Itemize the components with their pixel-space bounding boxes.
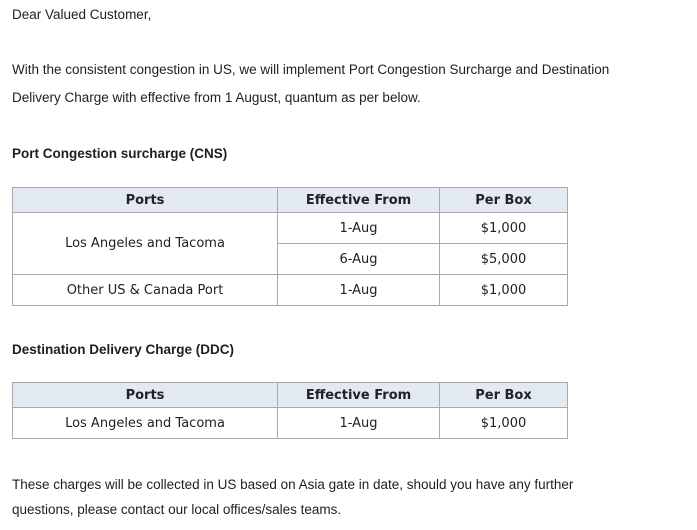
intro-line-2: Delivery Charge with effective from 1 August, quantum as per below. (12, 90, 421, 105)
cns-header-row (13, 188, 568, 213)
cns-header-ports: Ports (13, 188, 278, 213)
closing-line-1: These charges will be collected in US based on Asia gate in date, should you have any further (12, 477, 574, 492)
cns-header-per-box: Per Box (440, 188, 568, 213)
cns-per-box-cell: $1,000 (440, 275, 568, 306)
cns-port-cell: Other US & Canada Port (13, 275, 278, 306)
table-row (13, 213, 568, 244)
ddc-header-effective-from: Effective From (278, 383, 440, 408)
cns-per-box-cell: $5,000 (440, 244, 568, 275)
ddc-header-ports: Ports (13, 383, 278, 408)
table-row (13, 275, 568, 306)
cns-effective-cell: 1-Aug (278, 275, 440, 306)
ddc-header-row (13, 383, 568, 408)
ddc-heading: Destination Delivery Charge (DDC) (12, 342, 235, 357)
cns-effective-cell: 1-Aug (278, 213, 440, 244)
ddc-effective-cell: 1-Aug (278, 408, 440, 439)
greeting-text: Dear Valued Customer, (12, 7, 152, 22)
cns-table (12, 187, 568, 306)
cns-effective-cell: 6-Aug (278, 244, 440, 275)
closing-line-2: questions, please contact our local offices/sales teams. (12, 502, 342, 517)
ddc-per-box-cell: $1,000 (440, 408, 568, 439)
ddc-header-per-box: Per Box (440, 383, 568, 408)
ddc-port-cell: Los Angeles and Tacoma (13, 408, 278, 439)
cns-heading: Port Congestion surcharge (CNS) (12, 146, 228, 161)
cns-per-box-cell: $1,000 (440, 213, 568, 244)
ddc-table (12, 382, 568, 439)
cns-header-effective-from: Effective From (278, 188, 440, 213)
table-row (13, 408, 568, 439)
intro-line-1: With the consistent congestion in US, we will implement Port Congestion Surcharge and Destination (12, 62, 610, 77)
cns-port-cell: Los Angeles and Tacoma (13, 213, 278, 275)
